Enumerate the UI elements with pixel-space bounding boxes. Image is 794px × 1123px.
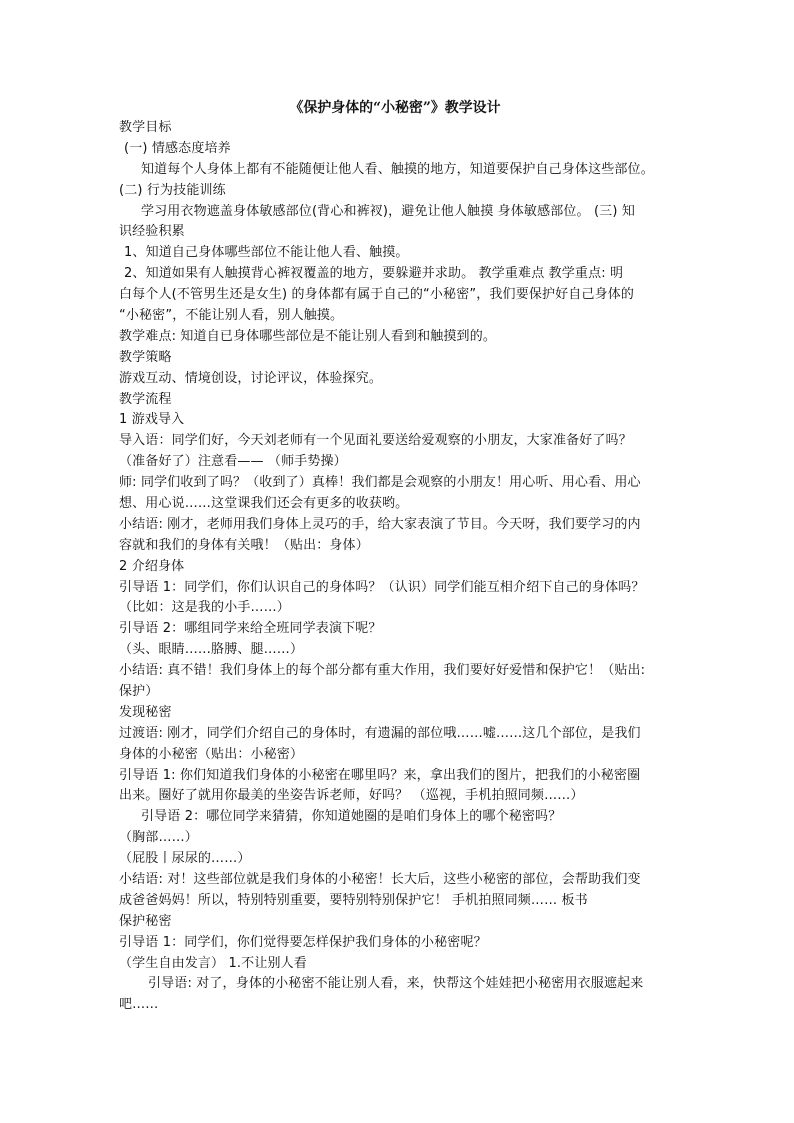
step-heading: 2 介绍身体 — [119, 559, 185, 574]
paragraph-line: “小秘密”，不能让别人看，别人触摸。 — [119, 308, 344, 323]
document-title: 《保护身体的“小秘密”》教学设计 — [289, 100, 501, 116]
paragraph-line: 过渡语: 刚才，同学们介绍自己的身体时，有遗漏的部位哦……嘘……这几个部位，是我们 — [119, 726, 641, 741]
subsection-heading: (二) 行为技能训练 — [119, 183, 226, 198]
paragraph-line: （学生自由发言） 1.不让别人看 — [119, 956, 307, 971]
paragraph-line: 引导语 1：同学们，你们认识自己的身体吗？（认识）同学们能互相介绍下自己的身体吗？ — [119, 580, 645, 595]
paragraph-line: 身体的小秘密（贴出：小秘密） — [119, 747, 304, 762]
paragraph-line: （比如：这是我的小手……） — [119, 600, 290, 615]
paragraph-line: 容就和我们的身体有关哦！（贴出：身体） — [119, 538, 369, 553]
paragraph-line: 引导语: 对了，身体的小秘密不能让别人看，来，快帮这个娃娃把小秘密用衣服遮起来 — [148, 976, 644, 991]
paragraph-line: 导入语：同学们好，今天刘老师有一个见面礼要送给爱观察的小朋友，大家准备好了吗？ — [119, 433, 632, 448]
step-heading: 发现秘密 — [119, 705, 172, 720]
paragraph-line: 游戏互动、情境创设，讨论评议，体验探究。 — [119, 371, 383, 386]
paragraph-line: （准备好了）注意看—— （师手势操） — [119, 454, 347, 469]
paragraph-line: 学习用衣物遮盖身体敏感部位(背心和裤衩)，避免让他人触摸 身体敏感部位。 (三) 知 — [141, 204, 635, 219]
paragraph-line: 识经验积累 — [119, 224, 185, 239]
paragraph-line: 引导语 2：哪位同学来猜猜，你知道她圈的是咱们身体上的哪个秘密吗？ — [141, 809, 562, 824]
paragraph-line: 知道每个人身体上都有不能随便让他人看、触摸的地方，知道要保护自己身体这些部位。 — [141, 162, 654, 177]
paragraph-line: 小结语: 对！这些部位就是我们身体的小秘密！长大后，这些小秘密的部位，会帮助我们变 — [119, 872, 641, 887]
list-item: 1、知道自己身体哪些部位不能让他人看、触摸。 — [124, 245, 409, 260]
paragraph-line: （胸部……） — [119, 830, 198, 845]
subsection-heading: (一) 情感态度培养 — [124, 141, 231, 156]
paragraph-line: （屁股丨尿尿的……） — [119, 851, 251, 866]
paragraph-line: （头、眼睛……胳膊、腿……） — [119, 642, 304, 657]
paragraph-line: 师: 同学们收到了吗？（收到了）真棒！我们都是会观察的小朋友！用心听、用心看、用心 — [119, 475, 641, 490]
paragraph-line: 出来。圈好了就用你最美的坐姿告诉老师，好吗？ （巡视，手机拍照同频……） — [119, 788, 584, 803]
section-heading-process: 教学流程 — [119, 392, 172, 407]
section-heading-objectives: 教学目标 — [119, 120, 172, 135]
paragraph-line: 想、用心说……这堂课我们还会有更多的收获哟。 — [119, 496, 409, 511]
paragraph-line: 教学难点: 知道自已身体哪些部位是不能让别人看到和触摸到的。 — [119, 329, 497, 344]
paragraph-line: 白每个人(不管男生还是女生) 的身体都有属于自己的“小秘密”，我们要保护好自己身体的 — [119, 287, 635, 302]
step-heading: 保护秘密 — [119, 914, 172, 929]
paragraph-line: 引导语 2：哪组同学来给全班同学表演下呢？ — [119, 621, 382, 636]
list-item: 2、知道如果有人触摸背心裤衩覆盖的地方，要躲避并求助。 教学重难点 教学重点: 明 — [124, 266, 624, 281]
paragraph-line: 引导语 1：同学们，你们觉得要怎样保护我们身体的小秘密呢？ — [119, 935, 487, 950]
paragraph-line: 小结语: 真不错！我们身体上的每个部分都有重大作用，我们要好好爱惜和保护它！（贴出: — [119, 663, 646, 678]
paragraph-line: 引导语 1: 你们知道我们身体的小秘密在哪里吗？来，拿出我们的图片，把我们的小秘密圈 — [119, 768, 641, 783]
step-heading: 1 游戏导入 — [119, 412, 185, 427]
paragraph-line: 保护） — [119, 684, 159, 699]
paragraph-line: 吧…… — [119, 997, 159, 1012]
section-heading-strategy: 教学策略 — [119, 350, 172, 365]
paragraph-line: 小结语: 刚才，老师用我们身体上灵巧的手，给大家表演了节目。今天呀，我们要学习的内 — [119, 517, 641, 532]
paragraph-line: 成爸爸妈妈！所以，特别特别重要，要特别特别保护它！ 手机拍照同频…… 板书 — [119, 893, 588, 908]
